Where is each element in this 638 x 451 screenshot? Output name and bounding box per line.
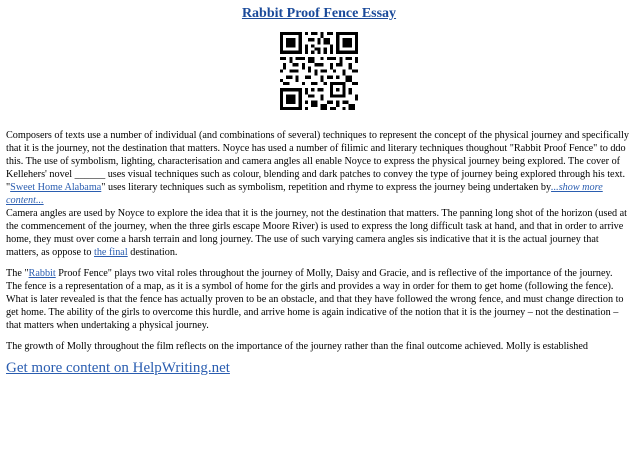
show-more-link[interactable]: ...show more content... (6, 182, 603, 206)
paragraph-1-text: Composers of texts use a number of individual (and combinations of several) techniques to represent the concept of the physical journey and specifically that it is the journey, not the destination that matters. Noyce has used a number of filimic and literary techniques thoughout "Rabbit Proof Fence" to ddo this. The use of symbolism, lighting, characterisation and camera angles all enable Noyce to express the physical journey being explored. The cover of Kellehers' novel ______ uses visual techniques such as colour, blending and dark patches to convey the type of journey being explored through his text. " (6, 130, 629, 193)
essay-body (6, 129, 630, 353)
paragraph-1-text-continued: " uses literary techniques such as symbolism, repetition and rhyme to express the journey being undertaken by (101, 182, 552, 193)
paragraph-2-text-continued: destination. (127, 247, 178, 258)
paragraph-4: The growth of Molly throughout the film reflects on the importance of the journey rather than the final outcome achieved. Molly is established (6, 341, 588, 352)
paragraph-3-text-continued: Proof Fence" plays two vital roles throughout the journey of Molly, Daisy and Gracie, and is reflective of the importance of the journey. The fence is a representation of a map, as it is a symbol of home for the girls and provides a way in order for them to get home (following the fence). What is later revealed is that the fence has actually proven to be an obstacle, and that they have followed the wrong fence, and must change direction to get home. The ability of the girls to overcome this hurdle, and arrive home is again indicative of the notion that it is the journey – not the destination – that matters when undertaking a physical journey. (6, 268, 624, 331)
rabbit-link[interactable]: Rabbit (28, 268, 56, 279)
sweet-home-alabama-link[interactable]: Sweet Home Alabama (10, 182, 102, 193)
document-title[interactable]: Rabbit Proof Fence Essay (241, 6, 397, 21)
the-final-link[interactable]: the final (94, 247, 128, 258)
paragraph-3 (6, 267, 630, 332)
paragraph-1 (6, 129, 630, 207)
qr-code-icon (280, 32, 358, 110)
paragraph-2 (6, 207, 630, 259)
get-more-content-link[interactable]: Get more content on HelpWriting.net (6, 360, 230, 376)
paragraph-2-text: Camera angles are used by Noyce to explore the idea that it is the journey, not the destination that matters. The panning long shot of the horizon (used at the commencement of the journey, when the three girls escape Moore River) is used to express the long difficult task at hand, and that in order to arrive home, they must over come a harsh terrain and long journey. The use of such varying camera angles sis indicative that it is the actual journey that matters, as oppose to (6, 208, 627, 258)
paragraph-3-text: The " (6, 268, 29, 279)
